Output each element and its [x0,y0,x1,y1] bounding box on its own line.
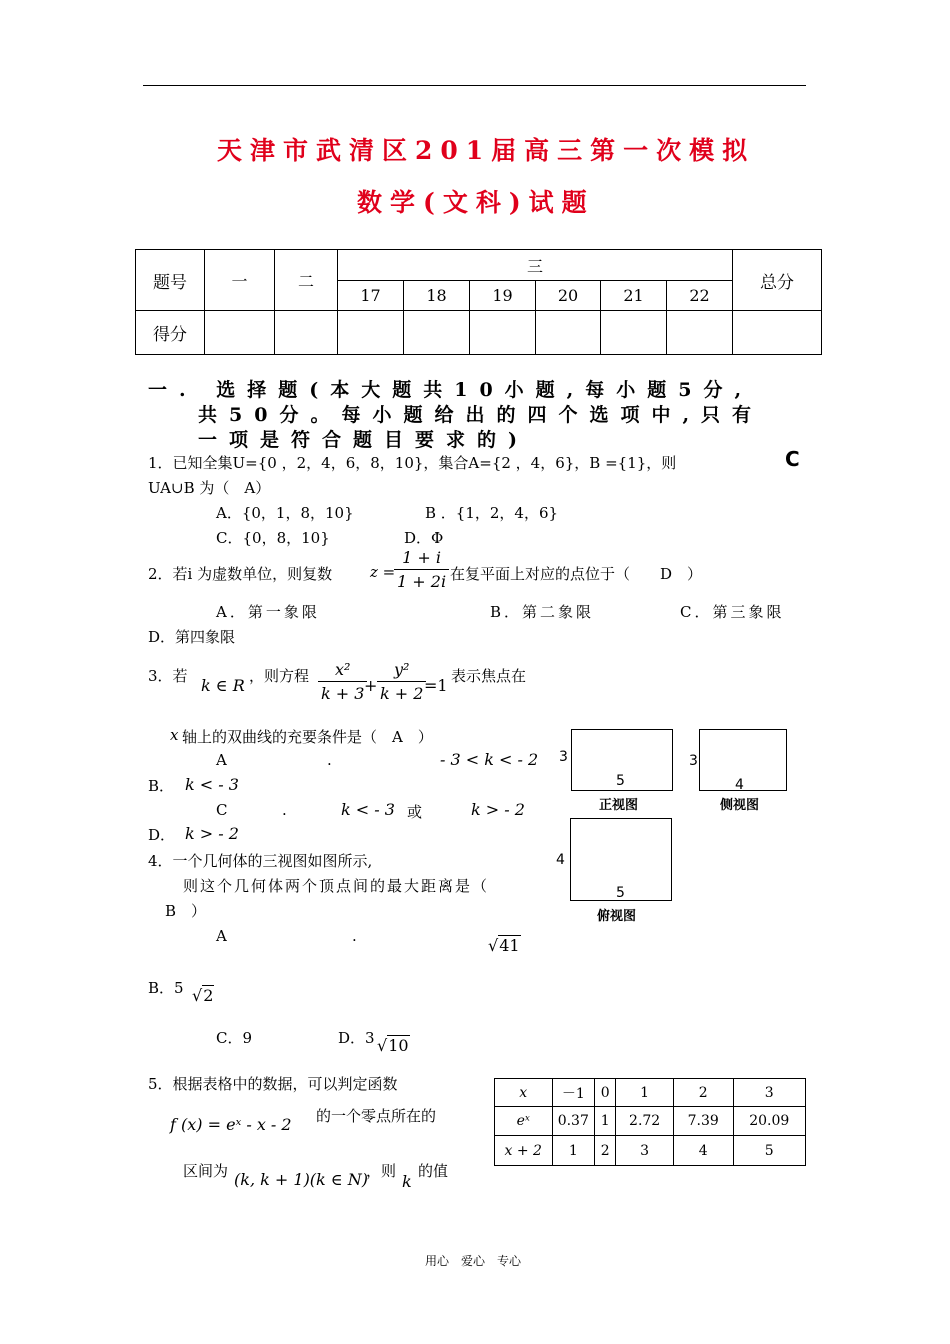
q5-interval: (k, k + 1)(k ∈ N) [234,1170,368,1189]
q3-den-x: k + 3 [321,684,365,703]
q4-stem-line2: 则这个几何体两个顶点间的最大距离是（ [183,877,490,895]
section1-heading-line2: 共50分。每小题给出的四个选项中,只有 [198,404,764,426]
q3-stem-line2: 轴上的双曲线的充要条件是（ A ） [182,728,433,746]
table-cell: 3 [616,1136,674,1166]
q1-option-a: A．{0，1，8，10} [216,504,354,522]
q5-stem-line3c: 的值 [418,1162,449,1180]
q3-mid: ，则方程 [249,667,310,685]
table-cell: 0.37 [552,1107,595,1136]
q3-option-c2: k > - 2 [471,800,525,819]
q3-option-b: k < - 3 [185,775,239,794]
sub-col: 18 [404,281,470,311]
q2-option-d: D．第四象限 [148,628,236,646]
exam-title-line2: 数学(文科)试题 [357,188,595,217]
score-cell[interactable] [275,311,338,355]
top-view-label: 俯视图 [597,909,637,924]
q1-option-d: D．Φ [404,529,444,547]
score-cell[interactable] [404,311,470,355]
table-cell: 2 [673,1079,733,1107]
q2-numerator: 1 + i [394,548,449,570]
top-rule [143,85,806,86]
sub-col: 22 [667,281,733,311]
q3-option-a: - 3 < k < - 2 [440,750,539,769]
q3-option-a-dot: . [327,751,332,769]
col-section-2: 二 [275,250,338,311]
front-view-width: 5 [616,773,625,789]
label-score: 得分 [136,311,205,355]
q2-option-a: A．第一象限 [216,603,320,621]
q4-stem-line3: B ） [165,902,207,920]
q5-function: f (x) = eˣ - x - 2 [170,1115,292,1134]
col-section-3: 三 [338,250,733,281]
q2-denominator: 1 + 2i [397,572,447,591]
q3-condition: k ∈ R [201,676,245,695]
function-values-table [494,1078,806,1166]
score-cell[interactable] [205,311,275,355]
q3-option-d: k > - 2 [185,824,239,843]
q2-stem-pre: 2．若i 为虚数单位，则复数 [148,565,333,583]
q1-option-c: C．{0，8，10} [216,529,330,547]
table-cell: 1 [552,1136,595,1166]
q1-stem: 1．已知全集U={0 ，2，4，6，8，10}，集合A={2 ，4，6}，B ={1}，则 [148,454,677,472]
exam-title-line1: 天津市武清区201届高三第一次模拟 [217,136,756,165]
top-view-width: 5 [616,885,625,901]
q3-option-c-or: 或 [407,803,423,821]
score-cell[interactable] [536,311,601,355]
q1-option-b: B ．{1，2，4，6} [425,504,559,522]
q4-option-a-label: A [216,927,227,945]
label-question-number: 题号 [136,250,205,311]
q4-option-b-radicand: 2 [203,986,214,1005]
q3-num-y: y² [377,660,426,682]
side-view-label: 侧视图 [720,798,760,813]
col-total: 总分 [733,250,822,311]
table-cell: 7.39 [673,1107,733,1136]
q4-option-c: C．9 [216,1029,253,1047]
side-view-width: 4 [735,777,744,793]
table-cell: 4 [673,1136,733,1166]
q4-option-b-value: √2 [192,986,214,1005]
q3-equals: =1 [424,676,448,695]
score-cell[interactable] [667,311,733,355]
q2-option-b: B．第二象限 [490,603,595,621]
table-cell: 3 [733,1079,805,1107]
q4-option-d-label: D．3 [338,1029,375,1047]
q3-x: x [170,726,179,744]
q4-option-d-value: √10 [377,1036,409,1055]
table-cell: 20.09 [733,1107,805,1136]
q2-stem-post: 在复平面上对应的点位于（ D ） [450,565,703,583]
q3-option-c-label: C [216,801,228,819]
q3-num-x: x² [318,660,367,682]
section1-heading-line1: 一. 选择题(本大题共10小题,每小题5分, [148,379,754,401]
q3-fraction-y [377,660,426,703]
q4-option-a-radicand: 41 [499,936,520,955]
q3-post: 表示焦点在 [451,667,527,685]
q4-option-a-value: √41 [488,936,520,955]
table-header-ex: eˣ [495,1107,553,1136]
q1-stem-line2: UA∪B 为（ A） [148,479,271,497]
q2-option-c: C．第三象限 [680,603,785,621]
table-cell: 5 [733,1136,805,1166]
front-view-label: 正视图 [599,798,639,813]
q5-stem-line2: 的一个零点所在的 [316,1107,437,1125]
q4-option-a-dot: . [352,927,357,945]
q5-k: k [402,1172,412,1191]
q2-fraction [394,548,449,591]
complement-symbol: C [785,447,800,471]
q3-option-c1: k < - 3 [341,800,395,819]
table-header-x: x [495,1079,553,1107]
q3-pre: 3．若 [148,667,188,685]
q3-option-c-dot: . [282,801,287,819]
sub-col: 21 [601,281,667,311]
table-cell: 2.72 [616,1107,674,1136]
score-cell[interactable] [470,311,536,355]
q5-stem-line3b: ，则 [366,1162,397,1180]
table-cell: 0 [595,1079,616,1107]
top-view-height: 4 [556,852,565,868]
table-cell: 1 [616,1079,674,1107]
q3-plus: + [364,676,378,695]
q3-fraction-x [318,660,367,703]
q2-z: z = [370,563,396,581]
q4-stem: 4．一个几何体的三视图如图所示, [148,852,373,870]
q4-option-b-label: B．5 [148,979,184,997]
front-view-height: 3 [559,749,568,765]
sub-col: 19 [470,281,536,311]
q5-stem: 5．根据表格中的数据，可以判定函数 [148,1075,398,1093]
table-cell: 2 [595,1136,616,1166]
q3-option-a-label: A [216,751,227,769]
score-table [135,249,822,355]
table-header-x-plus-2: x + 2 [495,1136,553,1166]
q3-option-b-label: B． [148,777,175,795]
sub-col: 20 [536,281,601,311]
table-cell: 1 [595,1107,616,1136]
score-cell[interactable] [733,311,822,355]
score-cell[interactable] [338,311,404,355]
side-view-height: 3 [689,753,698,769]
q5-stem-line3: 区间为 [183,1162,229,1180]
q3-option-d-label: D． [148,826,176,844]
col-section-1: 一 [205,250,275,311]
table-cell: －1 [552,1079,595,1107]
section1-heading-line3: 一项是符合题目要求的) [198,429,529,451]
q3-den-y: k + 2 [380,684,424,703]
sub-col: 17 [338,281,404,311]
page-footer: 用心 爱心 专心 [425,1254,522,1268]
score-cell[interactable] [601,311,667,355]
q4-option-d-radicand: 10 [388,1036,409,1055]
